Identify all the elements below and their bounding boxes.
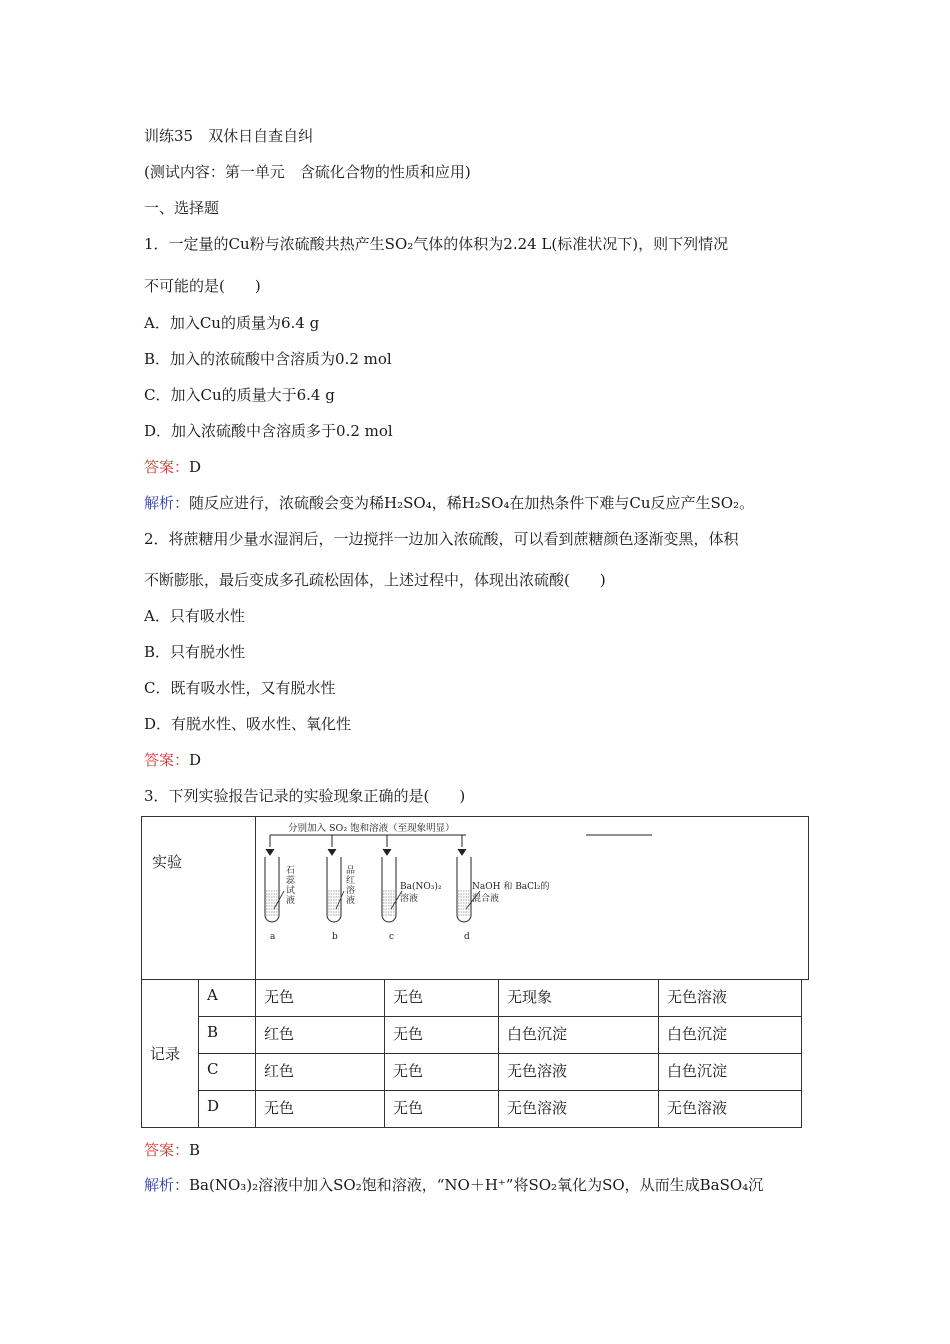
record-key: B [199, 1017, 256, 1054]
record-cell: 无色 [256, 980, 385, 1017]
record-key: A [199, 980, 256, 1017]
tube-label: 石蕊试液 [286, 866, 296, 906]
record-row [142, 1091, 802, 1128]
answer-value: D [189, 458, 202, 476]
q2-answer [144, 750, 201, 770]
record-cell: 红色 [256, 1017, 385, 1054]
q1-explanation [144, 493, 754, 513]
experiment-box [141, 816, 809, 980]
record-cell: 红色 [256, 1054, 385, 1091]
test-tube-d [457, 857, 550, 942]
record-key: C [199, 1054, 256, 1091]
page-title: 训练35 双休日自查自纠 [144, 127, 314, 145]
record-row [142, 1054, 802, 1091]
tube-letter: d [464, 932, 470, 942]
q3-explanation [144, 1175, 763, 1195]
experiment-label: 实验 [152, 853, 183, 871]
test-tube-c [382, 857, 442, 942]
q1-option-c: C．加入Cu的质量大于6.4 g [144, 386, 335, 404]
q2-option-b: B．只有脱水性 [144, 643, 246, 661]
tube-letter: c [389, 932, 395, 942]
test-tube-b [327, 857, 355, 942]
q2-stem-1: 2．将蔗糖用少量水湿润后，一边搅拌一边加入浓硫酸，可以看到蔗糖颜色逐渐变黑，体积 [144, 530, 739, 548]
test-tube-a [265, 857, 296, 942]
q1-option-d: D．加入浓硫酸中含溶质多于0.2 mol [144, 422, 393, 440]
q2-option-c: C．既有吸水性，又有脱水性 [144, 679, 336, 697]
answer-label: 答案： [144, 751, 190, 769]
record-cell: 无色 [385, 1017, 499, 1054]
q1-stem-2: 不可能的是( ) [144, 277, 261, 295]
answer-value: B [189, 1141, 201, 1159]
q1-answer [144, 457, 201, 477]
record-cell: 无色溶液 [659, 980, 802, 1017]
test-scope: (测试内容：第一单元 含硫化合物的性质和应用) [144, 163, 471, 181]
record-key: D [199, 1091, 256, 1128]
record-cell: 无色 [385, 1091, 499, 1128]
q3-answer [144, 1140, 200, 1160]
record-label: 记录 [142, 980, 199, 1128]
q2-stem-2: 不断膨胀，最后变成多孔疏松固体，上述过程中，体现出浓硫酸( ) [144, 571, 606, 589]
record-cell: 无色溶液 [499, 1054, 659, 1091]
record-cell: 无色溶液 [499, 1091, 659, 1128]
explain-label: 解析： [144, 1176, 190, 1194]
q2-option-d: D．有脱水性、吸水性、氧化性 [144, 715, 352, 733]
q3-stem: 3．下列实验报告记录的实验现象正确的是( ) [144, 787, 466, 805]
explain-text: 随反应进行，浓硫酸会变为稀H₂SO₄，稀H₂SO₄在加热条件下难与Cu反应产生SO₂。 [189, 494, 755, 512]
q1-option-a: A．加入Cu的质量为6.4 g [144, 314, 320, 332]
q2-option-a: A．只有吸水性 [144, 607, 245, 625]
record-cell: 无色 [385, 1054, 499, 1091]
record-cell: 无色溶液 [659, 1091, 802, 1128]
answer-value: D [189, 751, 202, 769]
record-cell: 无色 [256, 1091, 385, 1128]
answer-label: 答案： [144, 1141, 190, 1159]
figure-caption: 分别加入 SO₂ 饱和溶液（至现象明显） [288, 823, 455, 834]
record-cell: 白色沉淀 [499, 1017, 659, 1054]
explain-text: Ba(NO₃)₂溶液中加入SO₂饱和溶液，“NO＋H⁺”将SO₂氧化为SO，从而生成BaSO₄沉 [189, 1176, 764, 1194]
tube-label: NaOH 和 BaCl₂的混合液 [472, 882, 550, 904]
tube-letter: b [332, 932, 338, 942]
q1-stem-1: 1．一定量的Cu粉与浓硫酸共热产生SO₂气体的体积为2.24 L(标准状况下)，则下列情况 [144, 235, 729, 253]
record-cell: 无色 [385, 980, 499, 1017]
explain-label: 解析： [144, 494, 190, 512]
tube-letter: a [270, 932, 276, 942]
q1-option-b: B．加入的浓硫酸中含溶质为0.2 mol [144, 350, 392, 368]
record-cell: 无现象 [499, 980, 659, 1017]
record-cell: 白色沉淀 [659, 1054, 802, 1091]
record-row [142, 1017, 802, 1054]
answer-label: 答案： [144, 458, 190, 476]
record-cell: 白色沉淀 [659, 1017, 802, 1054]
tube-label: Ba(NO₃)₂ 溶液 [400, 882, 442, 904]
tube-label: 品红溶液 [346, 866, 356, 906]
record-table [141, 979, 802, 1128]
section-heading: 一、选择题 [144, 199, 220, 217]
record-row [142, 980, 802, 1017]
test-tube-figure [256, 817, 811, 979]
